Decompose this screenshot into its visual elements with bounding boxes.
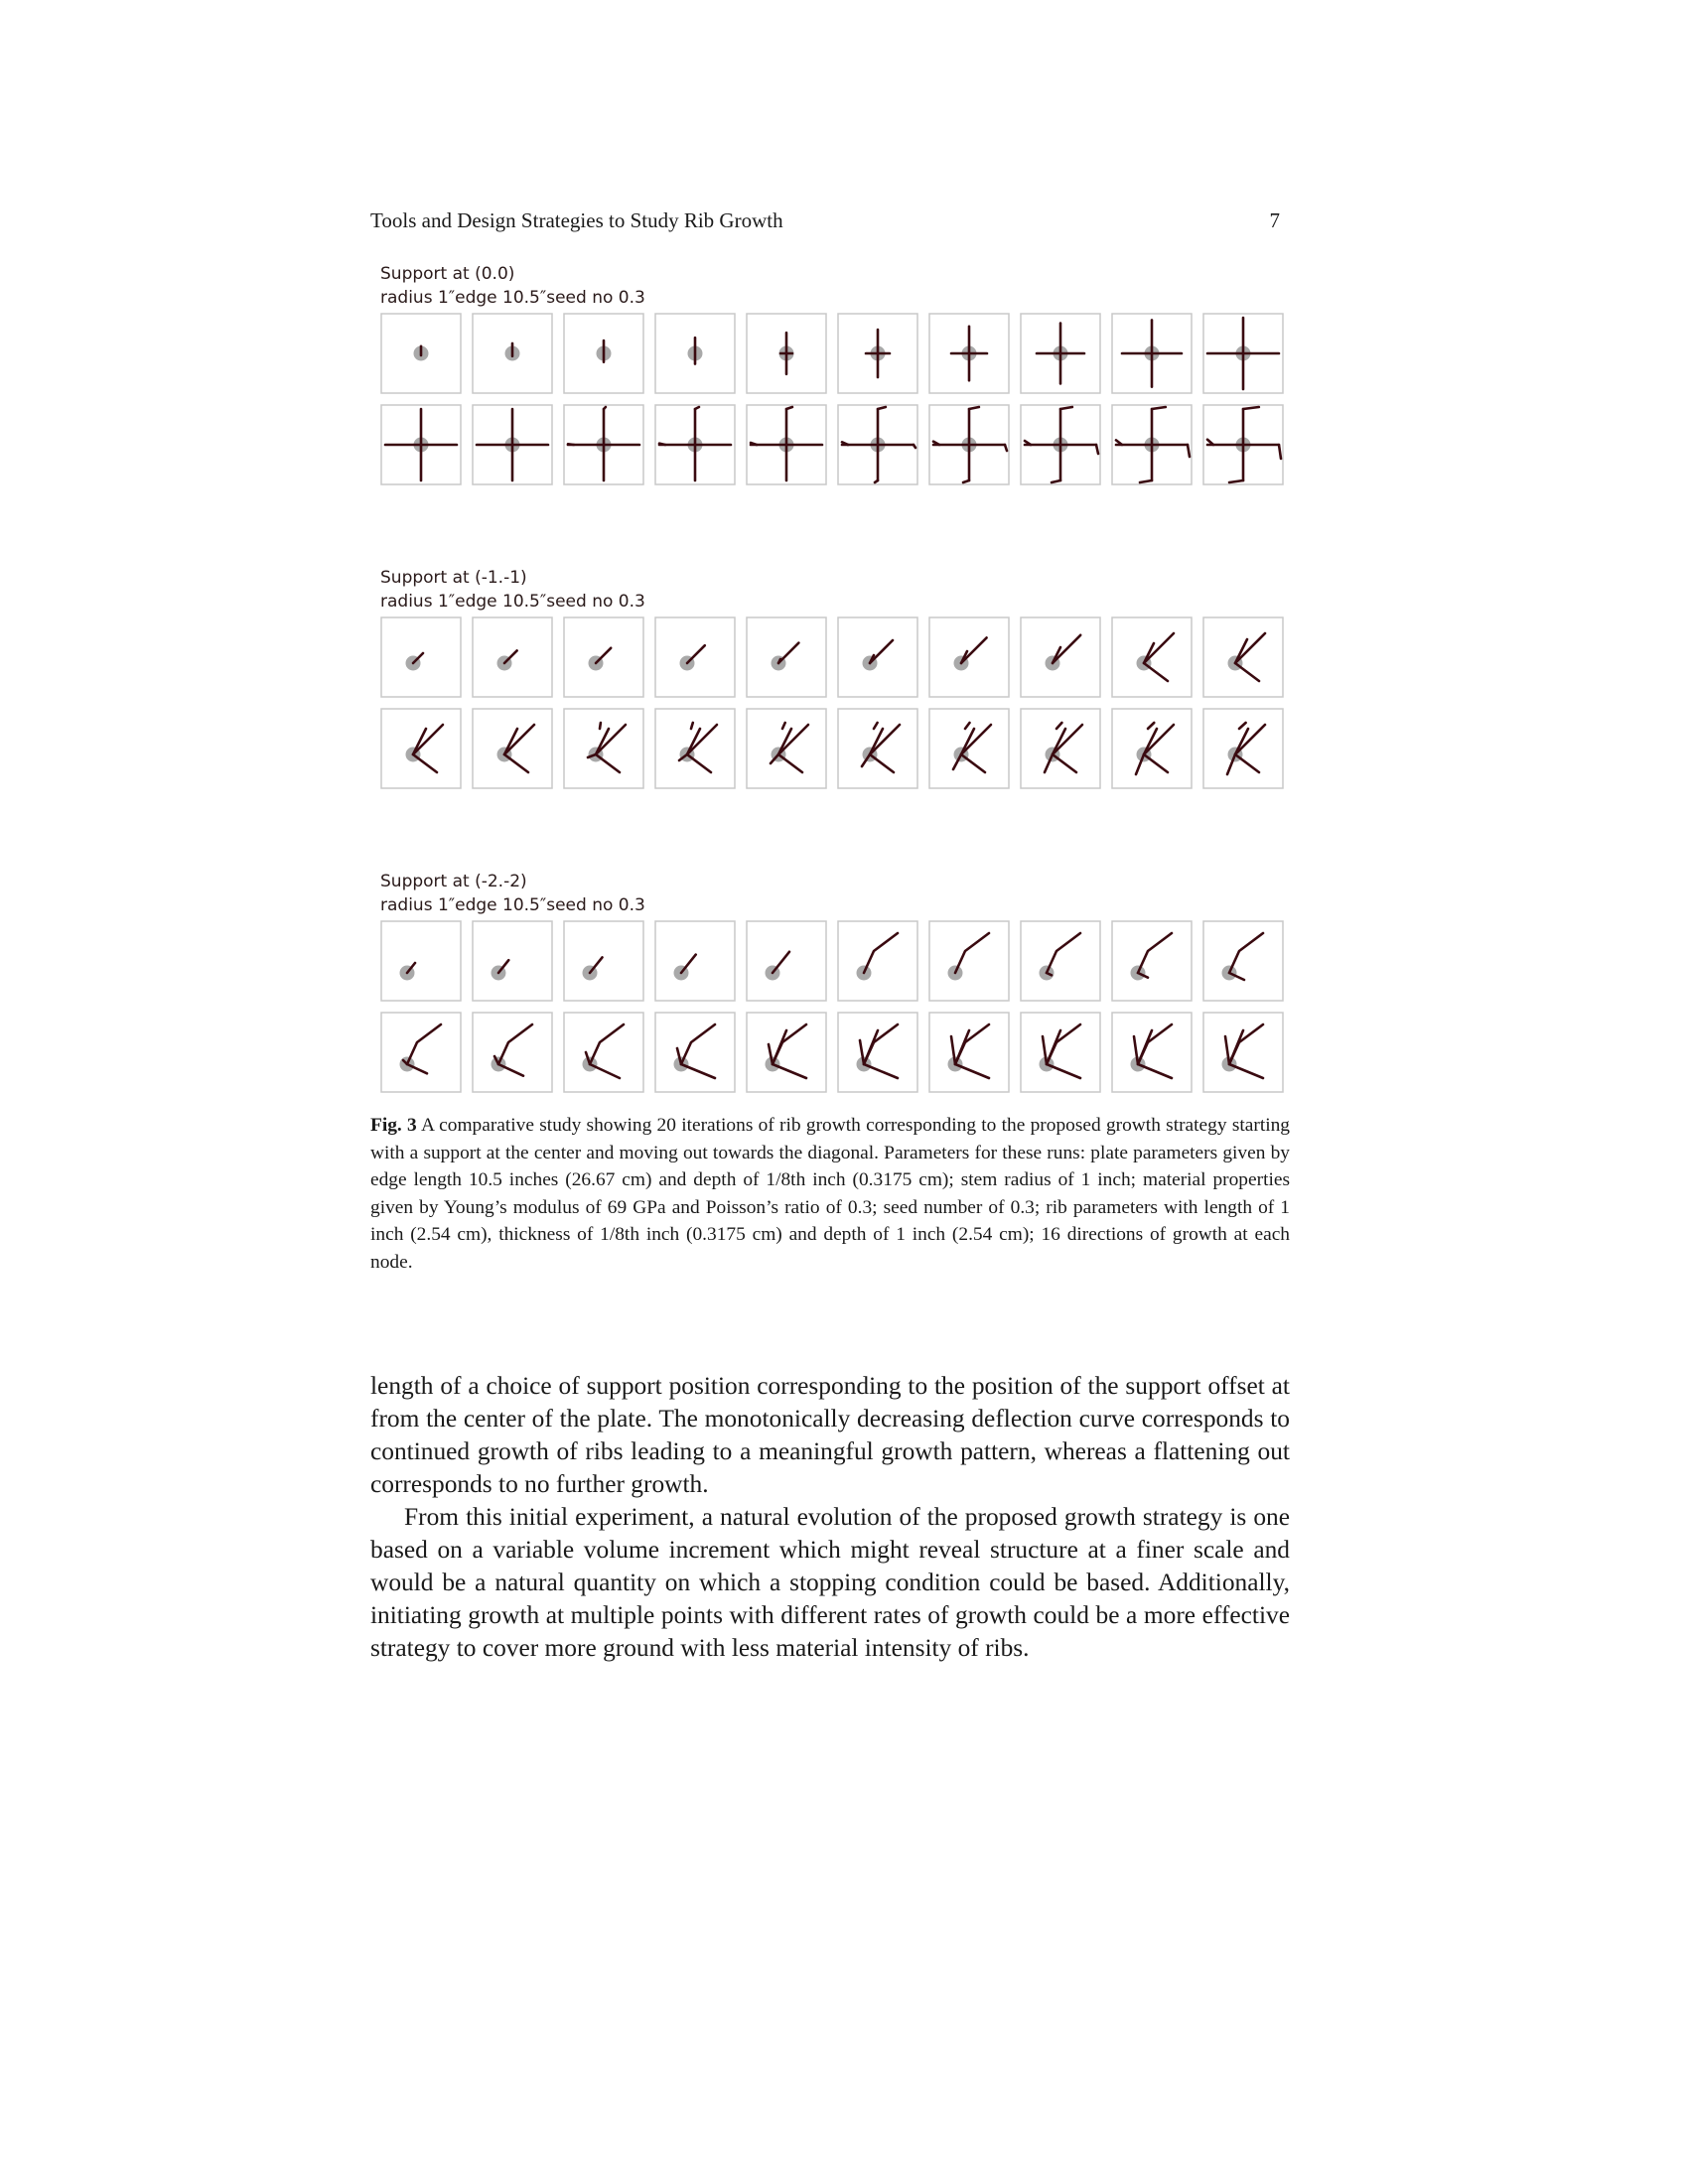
thumbnail-frame	[564, 709, 643, 788]
thumbnail-frame	[1203, 617, 1283, 697]
thumbnail-frame	[1203, 921, 1283, 1001]
page-number: 7	[1269, 208, 1280, 232]
iteration-thumbnail	[1021, 1013, 1100, 1092]
thumbnail-frame	[473, 617, 552, 697]
iteration-thumbnail	[381, 921, 461, 1001]
iteration-thumbnail	[1203, 405, 1283, 484]
rib-path	[600, 723, 601, 729]
iteration-thumbnail	[381, 709, 461, 788]
group-support-label: Support at (0.0)	[380, 264, 515, 284]
thumbnail-frame	[655, 1013, 735, 1092]
rib-path	[875, 480, 878, 482]
thumbnail-frame	[747, 709, 826, 788]
group-support-label: Support at (-2.-2)	[380, 872, 527, 891]
iteration-thumbnail	[1112, 709, 1192, 788]
iteration-thumbnail	[1021, 617, 1100, 697]
thumbnail-frame	[381, 617, 461, 697]
thumbnail-frame	[1112, 709, 1192, 788]
figure-group-support-m2-m2	[370, 870, 1284, 917]
thumbnail-frame	[1112, 921, 1192, 1001]
iteration-thumbnail	[655, 617, 735, 697]
iteration-thumbnail	[747, 1013, 826, 1092]
rib-path	[659, 444, 665, 445]
iteration-thumbnail	[747, 405, 826, 484]
iteration-thumbnail	[564, 405, 643, 484]
thumbnail-frame	[655, 709, 735, 788]
iteration-thumbnail	[473, 314, 552, 393]
thumbnail-frame	[929, 709, 1009, 788]
iteration-thumbnail	[747, 709, 826, 788]
rib-path	[568, 444, 574, 445]
iteration-thumbnail	[473, 405, 552, 484]
paragraph: length of a choice of support position corresponding to the position of the support offset at from the center of the plate. The monotonically decreasing deflection curve corresponds to continued growth of ribs leading to a meaningful growth pattern, whereas a flattening out corresponds to no further growth.	[370, 1372, 1290, 1498]
thumbnail-frame	[1112, 1013, 1192, 1092]
thumbnail-frame	[381, 921, 461, 1001]
iteration-thumbnail	[1203, 617, 1283, 697]
iteration-thumbnail	[655, 314, 735, 393]
iteration-thumbnail	[1203, 1013, 1283, 1092]
thumbnail-frame	[929, 617, 1009, 697]
rib-path	[914, 445, 915, 448]
thumbnail-frame	[655, 617, 735, 697]
iteration-thumbnail	[1203, 709, 1283, 788]
iteration-grid	[380, 920, 1284, 1095]
running-header-title: Tools and Design Strategies to Study Rib Growth	[370, 208, 783, 232]
iteration-thumbnail	[838, 1013, 917, 1092]
thumbnail-frame	[473, 921, 552, 1001]
group-support-label: Support at (-1.-1)	[380, 568, 527, 588]
iteration-thumbnail	[929, 405, 1009, 484]
thumbnail-frame	[473, 1013, 552, 1092]
figure-caption	[370, 1112, 1290, 1277]
body-text	[370, 1370, 1290, 1665]
iteration-thumbnail	[929, 314, 1009, 393]
thumbnail-frame	[747, 921, 826, 1001]
iteration-thumbnail	[838, 405, 917, 484]
iteration-thumbnail	[1112, 921, 1192, 1001]
iteration-thumbnail	[564, 709, 643, 788]
iteration-thumbnail	[1112, 617, 1192, 697]
thumbnail-frame	[1112, 617, 1192, 697]
iteration-thumbnail	[1112, 314, 1192, 393]
iteration-thumbnail	[564, 314, 643, 393]
iteration-thumbnail	[1112, 405, 1192, 484]
thumbnail-frame	[929, 921, 1009, 1001]
iteration-thumbnail	[1021, 921, 1100, 1001]
iteration-thumbnail	[655, 405, 735, 484]
thumbnail-frame	[1021, 709, 1100, 788]
iteration-thumbnail	[564, 921, 643, 1001]
iteration-thumbnail	[655, 1013, 735, 1092]
iteration-thumbnail	[1021, 405, 1100, 484]
iteration-thumbnail	[381, 314, 461, 393]
iteration-thumbnail	[838, 921, 917, 1001]
figure-caption-text: A comparative study showing 20 iterations of rib growth corresponding to the proposed growth strategy starting with a support at the center and moving out towards the diagonal. Parameters for these runs: plate parameters given by edge length 10.5 inches (26.67 cm) and depth of 1/8th inch (0.3175 cm); stem radius of 1 inch; material properties given by Young’s modulus of 69 GPa and Poisson’s ratio of 0.3; seed number of 0.3; rib parameters with length of 1 inch (2.54 cm), thickness of 1/8th inch (0.3175 cm) and depth of 1 inch (2.54 cm); 16 directions of growth at each node.	[370, 1115, 1290, 1273]
iteration-thumbnail	[838, 617, 917, 697]
thumbnail-frame	[381, 709, 461, 788]
group-params-label: radius 1″edge 10.5″seed no 0.3	[380, 592, 645, 612]
iteration-thumbnail	[564, 1013, 643, 1092]
group-params-label: radius 1″edge 10.5″seed no 0.3	[380, 288, 645, 308]
iteration-thumbnail	[473, 617, 552, 697]
iteration-thumbnail	[1203, 921, 1283, 1001]
thumbnail-frame	[1021, 617, 1100, 697]
iteration-thumbnail	[381, 405, 461, 484]
thumbnail-frame	[747, 617, 826, 697]
iteration-thumbnail	[1203, 314, 1283, 393]
figure-group-support-0-0	[370, 262, 1284, 310]
iteration-thumbnail	[747, 617, 826, 697]
iteration-thumbnail	[381, 617, 461, 697]
iteration-thumbnail	[1021, 709, 1100, 788]
thumbnail-frame	[747, 1013, 826, 1092]
iteration-thumbnail	[747, 314, 826, 393]
figure-group-support-m1-m1	[370, 566, 1284, 614]
paragraph: From this initial experiment, a natural evolution of the proposed growth strategy is one based on a variable volume increment which might reveal structure at a finer scale and would be a natural quantity on which a stopping condition could be based. Additionally, initiating growth at multiple points with different rates of growth could be a more effective strategy to cover more ground with less material intensity of ribs.	[370, 1503, 1290, 1662]
iteration-thumbnail	[929, 1013, 1009, 1092]
thumbnail-frame	[381, 1013, 461, 1092]
iteration-grid	[380, 616, 1284, 791]
iteration-thumbnail	[929, 709, 1009, 788]
iteration-thumbnail	[929, 617, 1009, 697]
thumbnail-frame	[929, 1013, 1009, 1092]
iteration-thumbnail	[838, 709, 917, 788]
thumbnail-frame	[838, 709, 917, 788]
thumbnail-frame	[838, 617, 917, 697]
rib-path	[604, 407, 606, 409]
iteration-thumbnail	[929, 921, 1009, 1001]
thumbnail-frame	[564, 921, 643, 1001]
iteration-thumbnail	[838, 314, 917, 393]
iteration-thumbnail	[655, 709, 735, 788]
iteration-thumbnail	[1021, 314, 1100, 393]
thumbnail-frame	[564, 617, 643, 697]
thumbnail-frame	[1203, 1013, 1283, 1092]
iteration-thumbnail	[564, 617, 643, 697]
thumbnail-frame	[473, 709, 552, 788]
iteration-thumbnail	[473, 709, 552, 788]
thumbnail-frame	[655, 921, 735, 1001]
thumbnail-frame	[564, 1013, 643, 1092]
iteration-thumbnail	[473, 1013, 552, 1092]
thumbnail-frame	[1203, 709, 1283, 788]
thumbnail-frame	[838, 921, 917, 1001]
rib-path	[691, 723, 693, 729]
group-params-label: radius 1″edge 10.5″seed no 0.3	[380, 895, 645, 915]
iteration-thumbnail	[1112, 1013, 1192, 1092]
rib-path	[695, 407, 699, 409]
iteration-grid	[380, 313, 1284, 487]
thumbnail-frame	[838, 1013, 917, 1092]
iteration-thumbnail	[655, 921, 735, 1001]
thumbnail-frame	[1021, 1013, 1100, 1092]
iteration-thumbnail	[747, 921, 826, 1001]
thumbnail-frame	[1021, 921, 1100, 1001]
iteration-thumbnail	[381, 1013, 461, 1092]
rib-path	[778, 659, 780, 663]
figure-caption-label: Fig. 3	[370, 1115, 417, 1136]
iteration-thumbnail	[473, 921, 552, 1001]
